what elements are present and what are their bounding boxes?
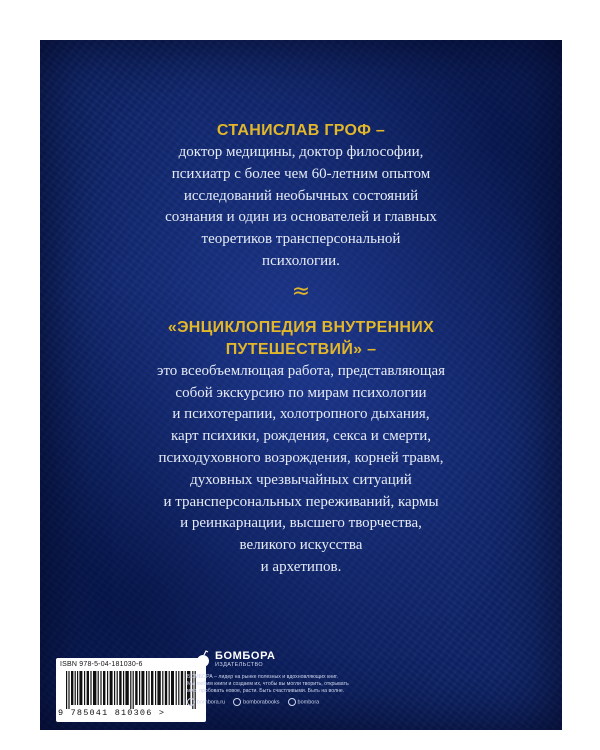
publisher-name: БОМБОРА: [215, 650, 276, 662]
publisher-tagline: [187, 674, 387, 695]
author-bio-line: доктор медицины, доктор философии,: [178, 144, 424, 160]
website-link-label: bombora.ru: [197, 699, 226, 706]
book-description-line: это всеобъемлющая работа, представляющая: [157, 362, 445, 379]
publisher-subtitle: ИЗДАТЕЛЬСТВО: [215, 662, 264, 668]
cover-text: [40, 120, 562, 579]
author-name: СТАНИСЛАВ ГРОФ –: [216, 122, 386, 139]
vk-icon: [233, 698, 241, 706]
book-description-line: собой экскурсию по мирам психологии: [175, 384, 427, 401]
book-title-line: ПУТЕШЕСТВИЙ» –: [225, 340, 377, 358]
back-cover: [40, 40, 562, 730]
book-description-line: великого искусства: [239, 537, 363, 554]
publisher-logo: [195, 650, 387, 668]
publisher-links: [187, 698, 387, 706]
author-bio-line: психиатр с более чем 60-летним опытом: [171, 165, 431, 182]
barcode-icon: [66, 671, 198, 709]
isbn-text: ISBN 978-5-04-181030-6: [60, 661, 143, 668]
author-bio-line: исследований необычных состояний: [183, 187, 419, 204]
book-description-line: карт психики, рождения, секса и смерти,: [171, 428, 431, 445]
social-icon: [288, 698, 296, 706]
wave-divider-icon: ≈: [291, 278, 311, 304]
author-bio-line: теоретиков трансперсональной: [201, 231, 401, 248]
bomb-logo-icon: [195, 650, 211, 668]
author-bio-line: психологии.: [262, 252, 340, 269]
book-description-line: и реинкарнации, высшего творчества,: [180, 515, 422, 532]
book-description-line: и трансперсональных переживаний, кармы: [163, 493, 439, 510]
social-link-label: bombora: [297, 699, 320, 706]
book-title-line: «ЭНЦИКЛОПЕДИЯ ВНУТРЕННИХ: [167, 318, 435, 336]
vk-link-label: bomborabooks: [243, 699, 280, 706]
tagline-line: мир, пробовать новое, расти. Быть счастливыми. Быть на волне.: [187, 688, 345, 694]
book-description-line: психодуховного возрождения, корней травм,: [158, 449, 444, 466]
barcode-label: [56, 658, 206, 722]
social-link[interactable]: [288, 698, 320, 706]
book-description-line: духовных чрезвычайных ситуаций: [190, 471, 412, 488]
author-bio-line: сознания и один из основателей и главных: [165, 209, 437, 226]
tagline-line: Мы любим книги и создаем их, чтобы вы могли творить, открывать: [187, 681, 349, 687]
globe-icon: [187, 698, 195, 706]
barcode-digits: 9 785041 810306 >: [58, 708, 166, 718]
website-link[interactable]: [187, 698, 225, 706]
vk-link[interactable]: [233, 698, 279, 706]
book-description-line: и архетипов.: [260, 558, 342, 575]
publisher-block: [187, 650, 387, 706]
book-description-line: и психотерапии, холотропного дыхания,: [172, 406, 430, 423]
tagline-line: БОМБОРА – лидер на рынке полезных и вдохновляющих книг.: [187, 674, 338, 680]
